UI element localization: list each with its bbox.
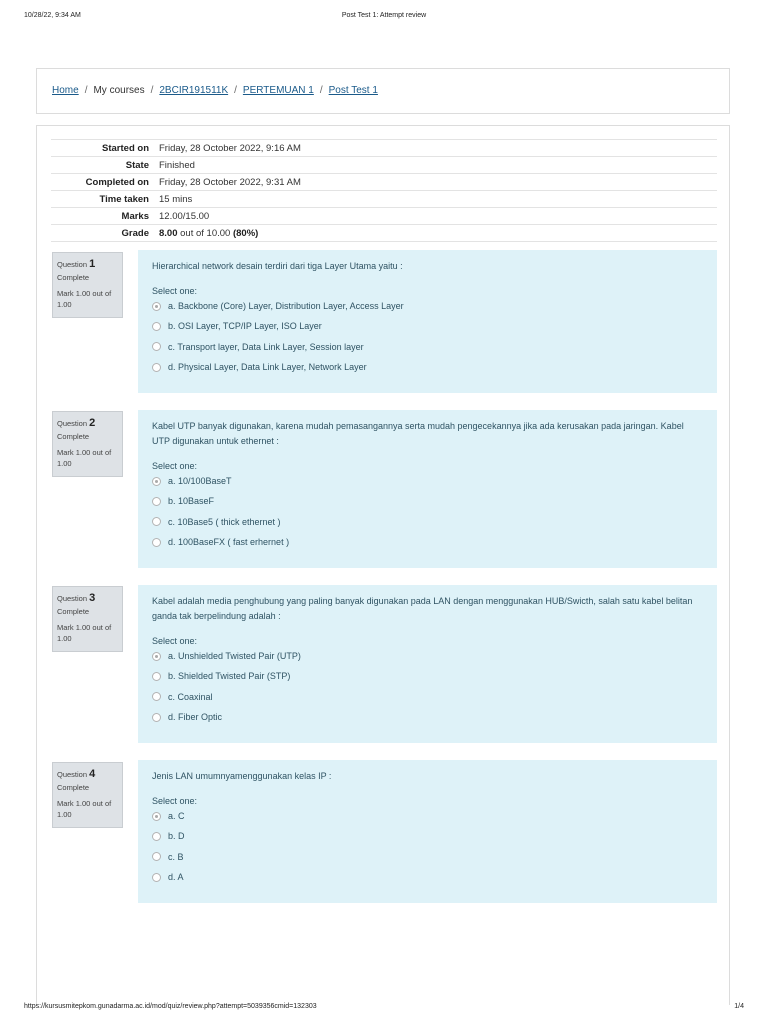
breadcrumb-separator: / (234, 85, 237, 96)
answer-option[interactable] (152, 357, 703, 377)
answer-option[interactable] (152, 471, 703, 491)
question-label: Question (57, 770, 88, 779)
answer-option[interactable] (152, 646, 703, 666)
attempt-summary-table (51, 139, 717, 242)
question-text: Kabel UTP banyak digunakan, karena mudah pemasangannya serta mudah pengecekannya jika ada kerusakan pada jaringan. Kabel UTP digunakan untuk ethernet : (152, 421, 684, 446)
summary-label: Marks (121, 210, 149, 222)
question-state: Complete (57, 607, 90, 616)
option-label: b. OSI Layer, TCP/IP Layer, ISO Layer (168, 321, 322, 332)
answer-option[interactable] (152, 687, 703, 707)
question-content (138, 760, 717, 903)
question-text: Hierarchical network desain terdiri dari tiga Layer Utama yaitu : (152, 261, 403, 271)
question-mark: Mark 1.00 out of 1.00 (57, 623, 112, 643)
breadcrumb-separator: / (150, 85, 154, 96)
select-one-prompt: Select one: (152, 461, 198, 471)
question-label: Question (57, 260, 88, 269)
question-state: Complete (57, 273, 90, 282)
radio-checked-icon[interactable] (152, 302, 161, 311)
question-content (138, 250, 717, 393)
radio-icon[interactable] (152, 852, 161, 861)
print-datetime: 10/28/22, 9:34 AM (24, 12, 81, 19)
answer-option[interactable] (152, 806, 703, 826)
question-number: 4 (89, 768, 96, 780)
option-label: a. Unshielded Twisted Pair (UTP) (168, 651, 301, 662)
breadcrumb (52, 85, 378, 96)
summary-label: Started on (102, 142, 149, 154)
answer-option[interactable] (152, 826, 703, 846)
summary-row-marks (51, 208, 717, 225)
radio-checked-icon[interactable] (152, 652, 161, 661)
breadcrumb-home-link[interactable]: Home (52, 85, 79, 96)
question-content (138, 410, 717, 568)
grade-out-of: out of 10.00 (177, 227, 233, 239)
question-state: Complete (57, 783, 90, 792)
question-text: Kabel adalah media penghubung yang paling banyak digunakan pada LAN dengan menggunakan HUB/Swicth, salah satu kabel belitan ganda tak berpelindung adalah : (152, 596, 693, 621)
answer-option[interactable] (152, 491, 703, 511)
radio-checked-icon[interactable] (152, 812, 161, 821)
option-label: a. 10/100BaseT (168, 476, 232, 487)
question-content (138, 585, 717, 743)
summary-value: 15 mins (159, 193, 193, 205)
question-info (52, 762, 123, 828)
answer-option[interactable] (152, 296, 703, 316)
radio-icon[interactable] (152, 363, 161, 372)
answer-options (152, 296, 703, 377)
option-label: d. 100BaseFX ( fast erhernet ) (168, 537, 290, 548)
summary-value: Friday, 28 October 2022, 9:31 AM (159, 176, 301, 188)
breadcrumb-section-link[interactable]: PERTEMUAN 1 (242, 85, 314, 96)
answer-option[interactable] (152, 666, 703, 686)
summary-row-time (51, 191, 717, 208)
question-mark: Mark 1.00 out of 1.00 (57, 448, 112, 468)
answer-option[interactable] (152, 532, 703, 552)
grade-percent: (80%) (232, 227, 259, 239)
radio-icon[interactable] (152, 692, 161, 701)
breadcrumb-separator: / (319, 85, 323, 96)
radio-icon[interactable] (152, 342, 161, 351)
radio-icon[interactable] (152, 873, 161, 882)
answer-option[interactable] (152, 847, 703, 867)
answer-option[interactable] (152, 337, 703, 357)
summary-label: Time taken (99, 193, 149, 205)
select-one-prompt: Select one: (152, 796, 198, 806)
summary-label: State (125, 159, 149, 171)
question-info (52, 411, 123, 477)
option-label: a. Backbone (Core) Layer, Distribution Layer, Access Layer (168, 301, 404, 312)
summary-value (159, 225, 717, 242)
option-label: c. Transport layer, Data Link Layer, Session layer (168, 341, 364, 352)
option-label: d. Fiber Optic (168, 712, 223, 723)
breadcrumb-my-courses: My courses (93, 85, 145, 96)
summary-value: 12.00/15.00 (159, 210, 210, 222)
answer-option[interactable] (152, 707, 703, 727)
summary-row-state (51, 157, 717, 174)
option-label: a. C (168, 811, 185, 822)
answer-option[interactable] (152, 867, 703, 887)
breadcrumb-separator: / (84, 85, 88, 96)
answer-options (152, 646, 703, 727)
breadcrumb-activity-link[interactable]: Post Test 1 (328, 85, 378, 96)
question-mark: Mark 1.00 out of 1.00 (57, 289, 112, 309)
question-mark: Mark 1.00 out of 1.00 (57, 799, 112, 819)
radio-icon[interactable] (152, 517, 161, 526)
radio-checked-icon[interactable] (152, 477, 161, 486)
option-label: c. B (168, 851, 184, 862)
option-label: d. A (168, 872, 184, 883)
radio-icon[interactable] (152, 497, 161, 506)
option-label: c. Coaxinal (168, 691, 213, 702)
radio-icon[interactable] (152, 832, 161, 841)
option-label: c. 10Base5 ( thick ethernet ) (168, 516, 281, 527)
radio-icon[interactable] (152, 322, 161, 331)
answer-option[interactable] (152, 512, 703, 532)
summary-value: Finished (159, 159, 195, 171)
navbar (36, 68, 730, 114)
question-number: 2 (89, 417, 96, 429)
question-number: 3 (89, 592, 96, 604)
print-header (24, 12, 744, 22)
grade-score: 8.00 (159, 227, 178, 239)
answer-options (152, 806, 703, 887)
radio-icon[interactable] (152, 672, 161, 681)
print-page-number: 1/4 (734, 1003, 744, 1010)
select-one-prompt: Select one: (152, 286, 198, 296)
summary-row-grade (51, 225, 717, 242)
summary-label: Grade (121, 227, 149, 239)
option-label: b. D (168, 831, 185, 842)
question-text: Jenis LAN umumnyamenggunakan kelas IP : (152, 771, 332, 781)
print-url: https://kursusmitepkom.gunadarma.ac.id/mod/quiz/review.php?attempt=5039356cmid=132303 (24, 1003, 317, 1010)
question-label: Question (57, 594, 88, 603)
print-title: Post Test 1: Attempt review (341, 12, 427, 19)
option-label: b. Shielded Twisted Pair (STP) (168, 671, 291, 682)
option-label: b. 10BaseF (168, 496, 215, 507)
select-one-prompt: Select one: (152, 636, 198, 646)
breadcrumb-course-link[interactable]: 2BCIR191511K (159, 85, 229, 96)
question-number: 1 (89, 258, 96, 270)
summary-label: Completed on (85, 176, 149, 188)
question-info (52, 586, 123, 652)
print-footer (24, 1003, 744, 1010)
answer-options (152, 471, 703, 552)
question-label: Question (57, 419, 88, 428)
summary-row-started (51, 140, 717, 157)
option-label: d. Physical Layer, Data Link Layer, Network Layer (168, 362, 367, 373)
question-info (52, 252, 123, 318)
answer-option[interactable] (152, 316, 703, 336)
summary-value: Friday, 28 October 2022, 9:16 AM (159, 142, 301, 154)
question-state: Complete (57, 432, 90, 441)
radio-icon[interactable] (152, 713, 161, 722)
summary-row-completed (51, 174, 717, 191)
radio-icon[interactable] (152, 538, 161, 547)
